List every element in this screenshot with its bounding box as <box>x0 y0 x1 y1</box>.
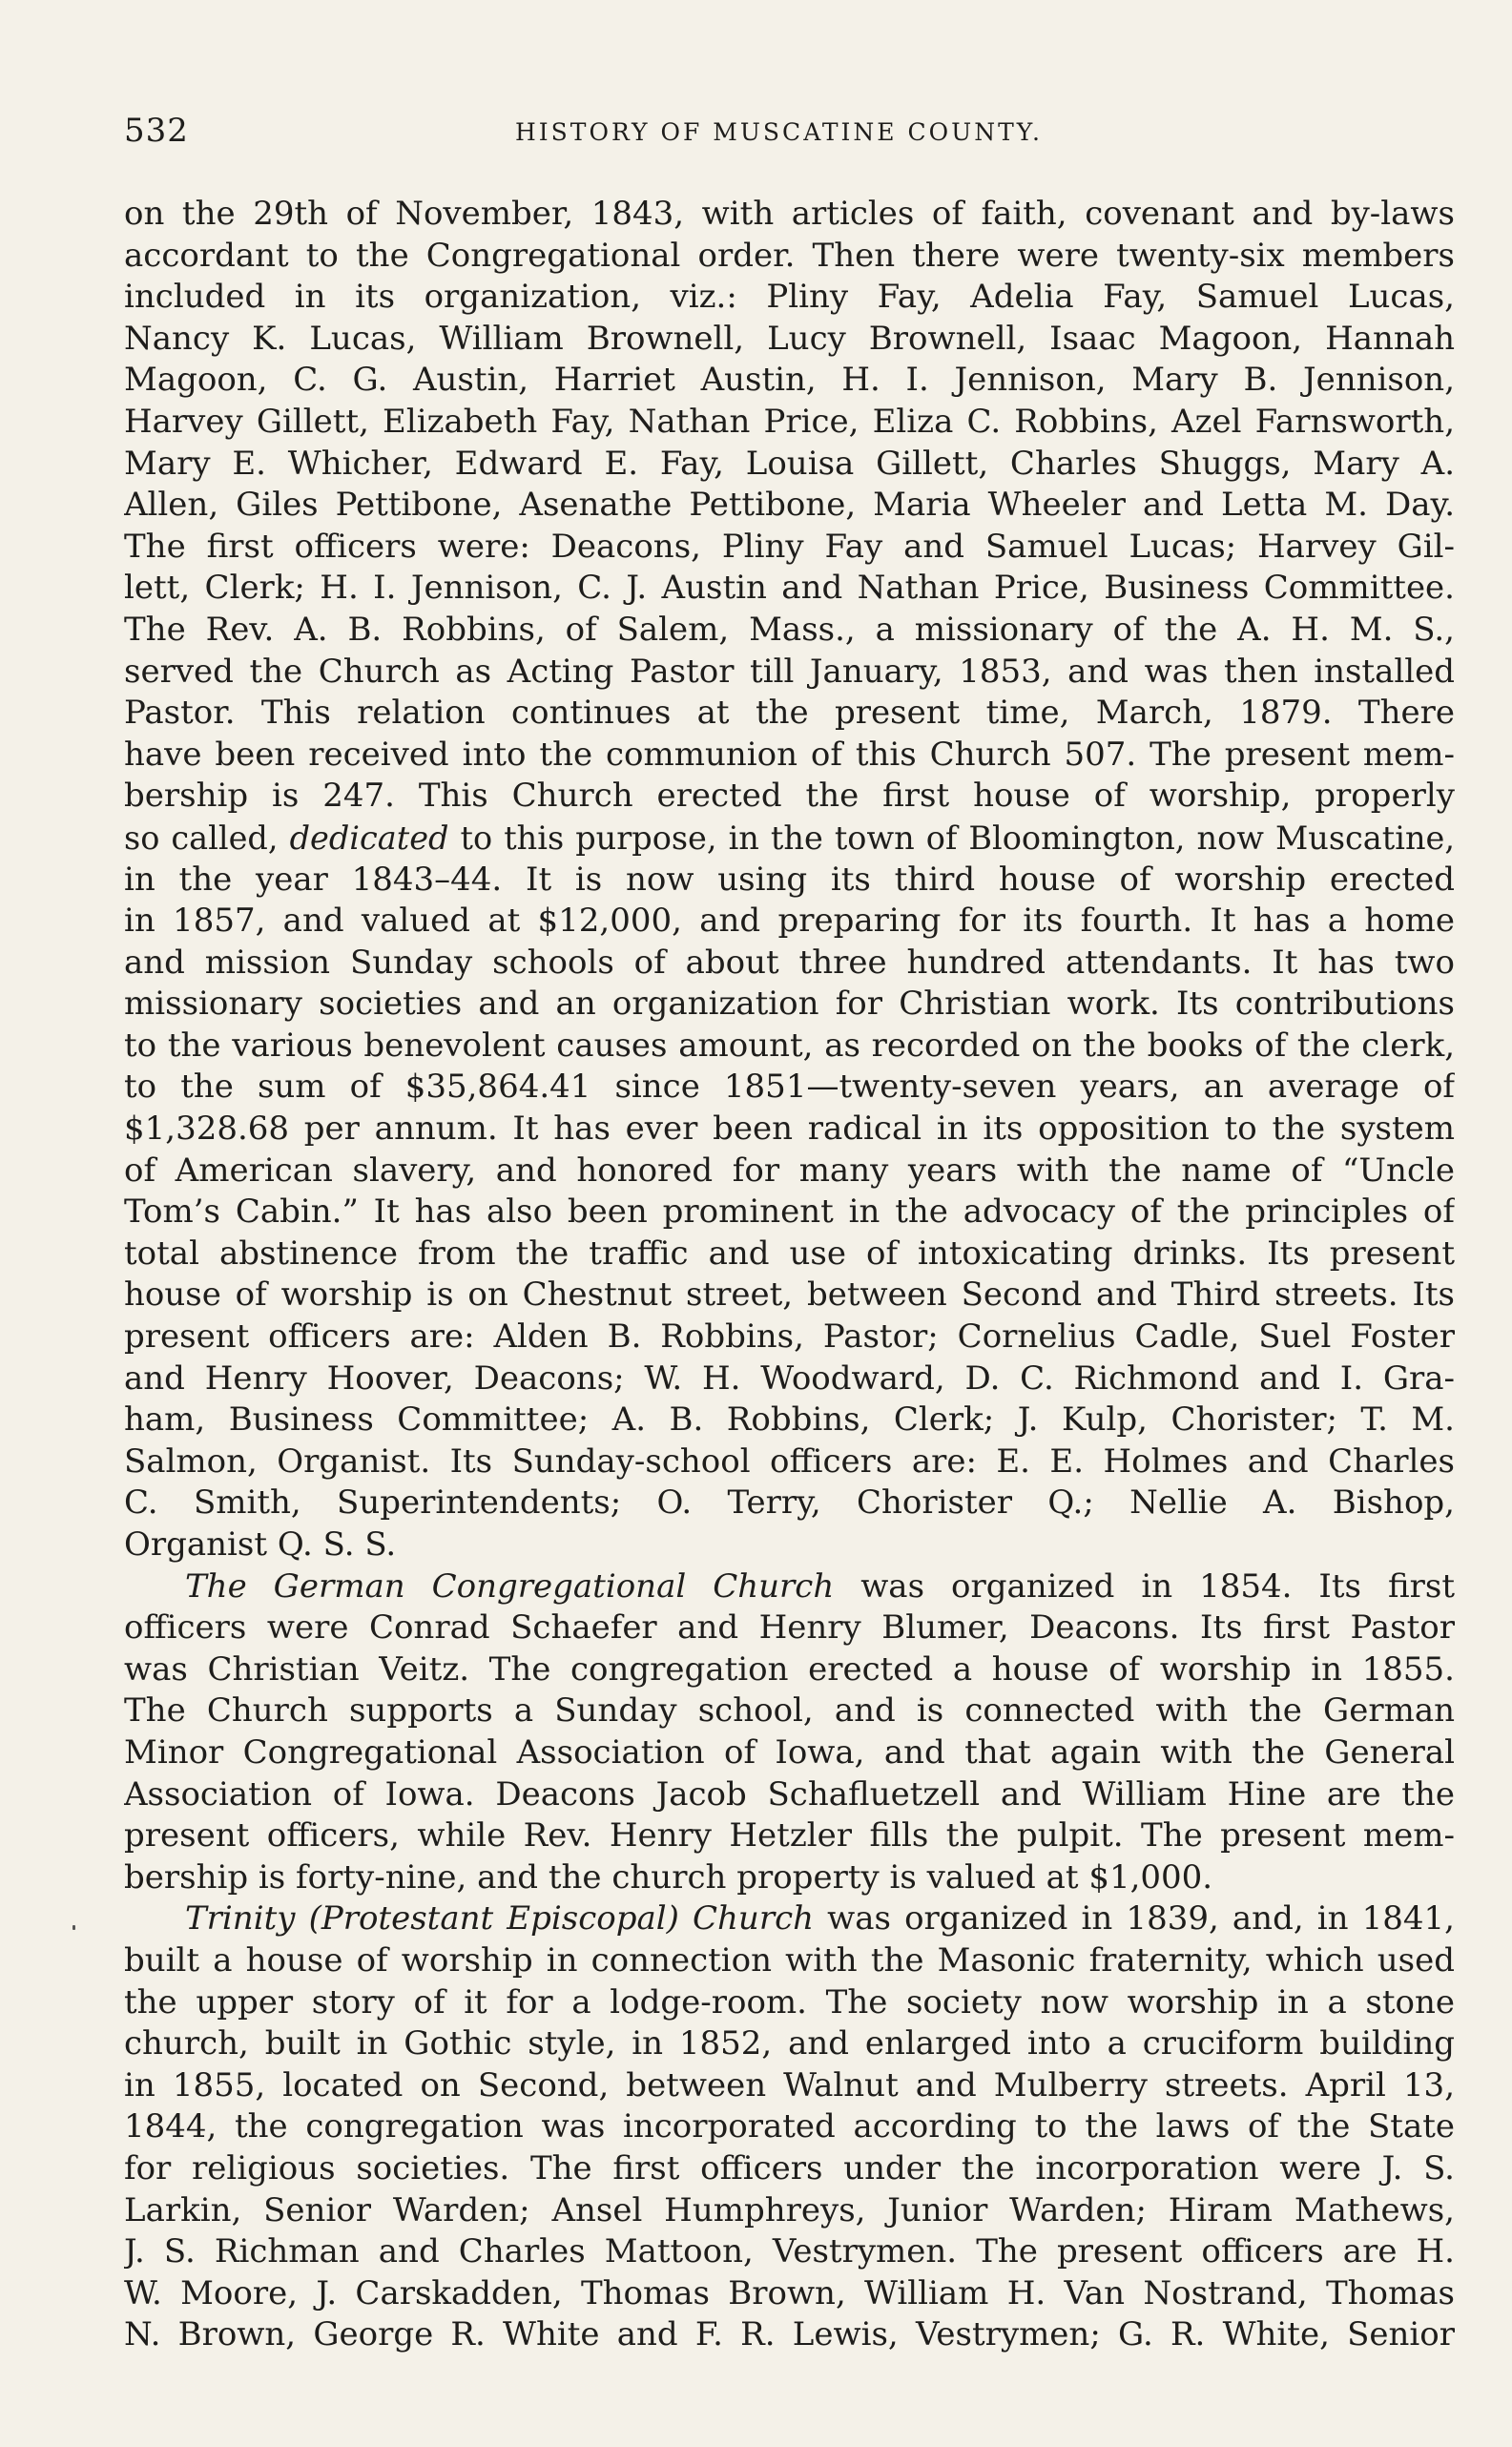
text-line: and Henry Hoover, Deacons; W. H. Woodward, D. C. Richmond and I. Gra- <box>124 1358 1455 1398</box>
text-line: in 1857, and valued at $12,000, and preparing for its fourth. It has a home <box>124 902 1455 941</box>
italic-segment: The German Congregational Church <box>185 1566 835 1606</box>
text-segment: was organized in 1854. Its first <box>834 1566 1455 1606</box>
text-line: J. S. Richman and Charles Mattoon, Vestrymen. The present officers are H. <box>124 2232 1455 2271</box>
text-line: the upper story of it for a lodge-room. The society now worship in a stone <box>124 1982 1455 2022</box>
text-line: have been received into the communion of this Church 507. The present mem- <box>124 735 1455 774</box>
text-line: missionary societies and an organization for Christian work. Its contributions <box>124 985 1455 1024</box>
text-line <box>124 1566 1455 1608</box>
text-line: of American slavery, and honored for many years with the name of “Uncle <box>124 1151 1455 1190</box>
text-line: Salmon, Organist. Its Sunday-school officers are: E. E. Holmes and Charles <box>124 1441 1455 1481</box>
text-line: Larkin, Senior Warden; Ansel Humphreys, Junior Warden; Hiram Mathews, <box>124 2190 1455 2229</box>
text-line: total abstinence from the traffic and use of intoxicating drinks. Its present <box>124 1234 1455 1273</box>
text-line: and mission Sunday schools of about three hundred attendants. It has two <box>124 943 1455 982</box>
text-line: C. Smith, Superintendents; O. Terry, Chorister Q.; Nellie A. Bishop, <box>124 1483 1455 1523</box>
text-line: 1844, the congregation was incorporated according to the laws of the State <box>124 2107 1455 2146</box>
text-line: lett, Clerk; H. I. Jennison, C. J. Austin and Nathan Price, Business Committee. <box>124 569 1455 608</box>
text-line: bership is forty-nine, and the church property is valued at $1,000. <box>124 1857 1213 1897</box>
text-line: house of worship is on Chestnut street, between Second and Third streets. Its <box>124 1275 1455 1315</box>
text-line: Minor Congregational Association of Iowa, and that again with the General <box>124 1732 1455 1772</box>
page-number: 532 <box>124 112 189 150</box>
text-line: Harvey Gillett, Elizabeth Fay, Nathan Price, Eliza C. Robbins, Azel Farnsworth, <box>124 402 1455 441</box>
italic-segment: dedicated <box>289 819 449 857</box>
text-line: to the sum of $35,864.41 since 1851—twenty-seven years, an average of <box>124 1068 1455 1107</box>
text-segment: so called, <box>124 819 290 857</box>
text-line: Organist Q. S. S. <box>124 1525 397 1564</box>
text-line: N. Brown, George R. White and F. R. Lewis, Vestrymen; G. R. White, Senior <box>124 2315 1455 2354</box>
text-segment: to this purpose, in the town of Bloomington, now Muscatine, <box>448 819 1455 857</box>
text-line <box>124 818 1455 860</box>
text-line: Association of Iowa. Deacons Jacob Schafluetzell and William Hine are the <box>124 1774 1455 1814</box>
text-line: in 1855, located on Second, between Walnut and Mulberry streets. April 13, <box>124 2065 1455 2105</box>
text-line: The first officers were: Deacons, Pliny Fay and Samuel Lucas; Harvey Gil- <box>124 527 1455 566</box>
text-line: The Church supports a Sunday school, and is connected with the German <box>124 1691 1455 1731</box>
text-line: ham, Business Committee; A. B. Robbins, Clerk; J. Kulp, Chorister; T. M. <box>124 1400 1455 1440</box>
text-line <box>124 1898 1455 1940</box>
text-line: bership is 247. This Church erected the first house of worship, properly <box>124 777 1455 816</box>
text-line: in the year 1843–44. It is now using its third house of worship erected <box>124 860 1455 899</box>
text-line: Pastor. This relation continues at the present time, March, 1879. There <box>124 694 1455 733</box>
text-line: Mary E. Whicher, Edward E. Fay, Louisa Gillett, Charles Shuggs, Mary A. <box>124 444 1455 483</box>
running-title: HISTORY OF MUSCATINE COUNTY. <box>515 118 1043 146</box>
text-line: served the Church as Acting Pastor till January, 1853, and was then installed <box>124 652 1455 691</box>
text-line: $1,328.68 per annum. It has ever been radical in its opposition to the system <box>124 1109 1455 1149</box>
body-text <box>124 194 1455 2356</box>
text-line: Tom’s Cabin.” It has also been prominent in the advocacy of the principles of <box>124 1192 1455 1232</box>
text-line: for religious societies. The first officers under the incorporation were J. S. <box>124 2148 1455 2188</box>
text-line: church, built in Gothic style, in 1852, and enlarged into a cruciform building <box>124 2024 1455 2063</box>
text-line: Nancy K. Lucas, William Brownell, Lucy Brownell, Isaac Magoon, Hannah <box>124 319 1455 358</box>
text-line: included in its organization, viz.: Pliny Fay, Adelia Fay, Samuel Lucas, <box>124 278 1455 317</box>
text-line: Allen, Giles Pettibone, Asenathe Pettibone, Maria Wheeler and Letta M. Day. <box>124 486 1455 525</box>
text-line: to the various benevolent causes amount, as recorded on the books of the clerk, <box>124 1026 1455 1065</box>
text-line: The Rev. A. B. Robbins, of Salem, Mass., a missionary of the A. H. M. S., <box>124 610 1455 649</box>
text-line: W. Moore, J. Carskadden, Thomas Brown, William H. Van Nostrand, Thomas <box>124 2273 1455 2312</box>
text-line: present officers are: Alden B. Robbins, Pastor; Cornelius Cadle, Suel Foster <box>124 1317 1455 1357</box>
text-segment: was organized in 1839, and, in 1841, <box>814 1899 1455 1939</box>
text-line: accordant to the Congregational order. Then there were twenty-six members <box>124 236 1455 275</box>
text-line: officers were Conrad Schaefer and Henry Blumer, Deacons. Its first Pastor <box>124 1608 1455 1648</box>
italic-segment: Trinity (Protestant Episcopal) Church <box>185 1899 815 1939</box>
text-line: Magoon, C. G. Austin, Harriet Austin, H. I. Jennison, Mary B. Jennison, <box>124 361 1455 400</box>
text-line: on the 29th of November, 1843, with articles of faith, covenant and by-laws <box>124 195 1455 233</box>
text-line: was Christian Veitz. The congregation erected a house of worship in 1855. <box>124 1649 1455 1689</box>
text-line: built a house of worship in connection with the Masonic fraternity, which used <box>124 1940 1455 1980</box>
text-line: present officers, while Rev. Henry Hetzler fills the pulpit. The present mem- <box>124 1816 1455 1856</box>
margin-mark <box>72 1925 75 1930</box>
